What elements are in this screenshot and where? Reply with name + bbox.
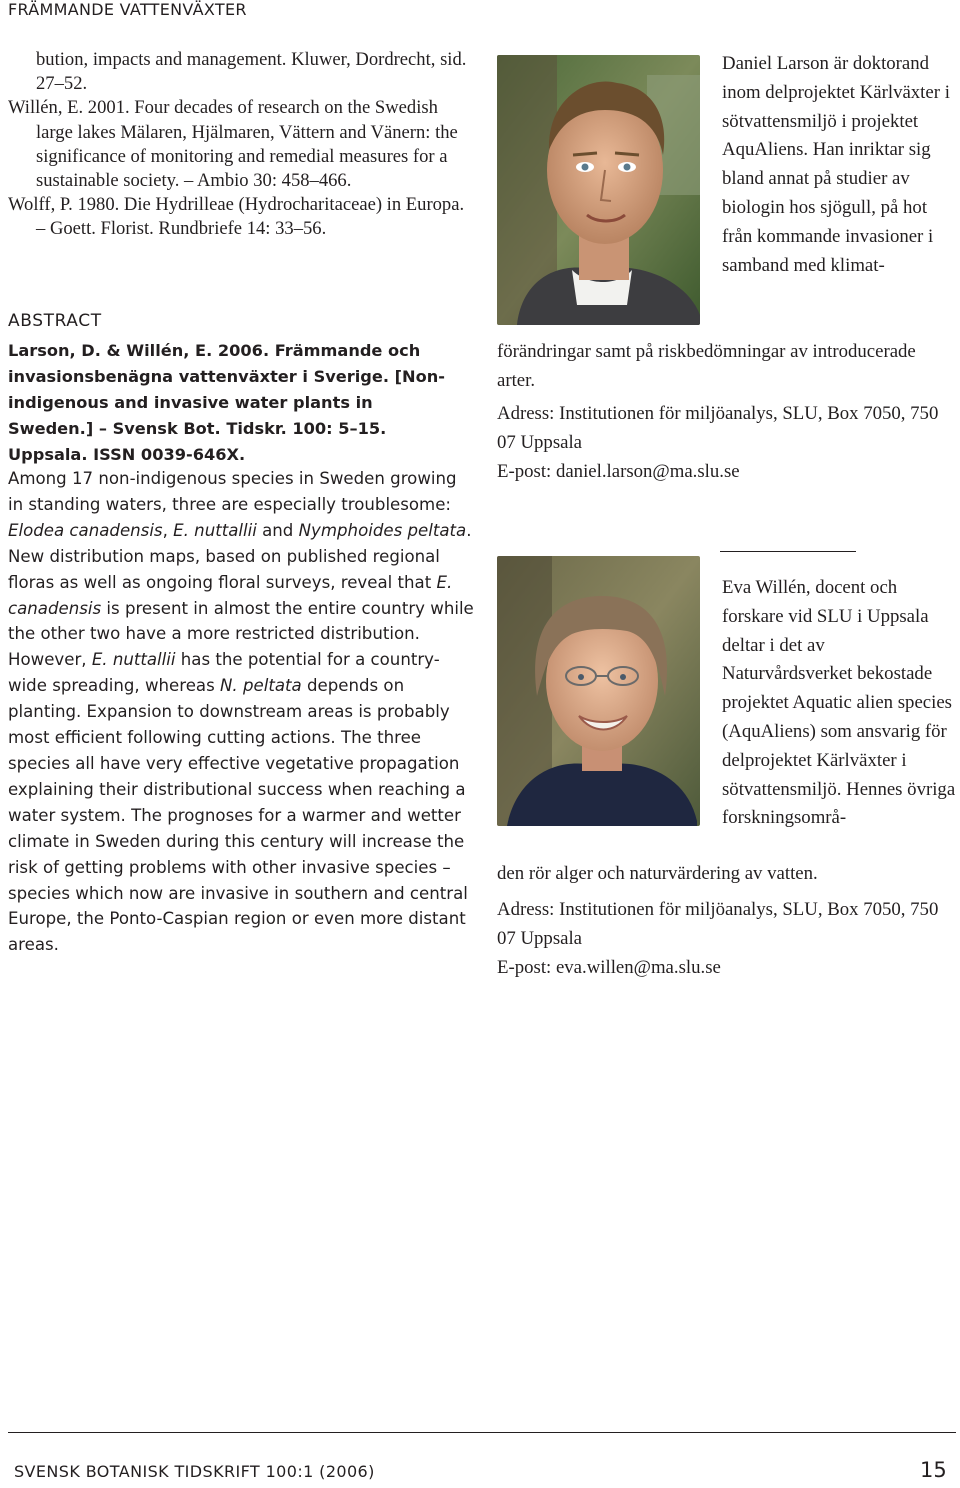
species-name: E. nuttallii xyxy=(173,520,257,540)
author-photo-eva-willen xyxy=(497,556,700,826)
reference-item: Willén, E. 2001. Four decades of research on the Swedish large lakes Mälaren, Hjälmaren, Vättern and Vänern: the significance of monitoring and remedial measures for a sustainable society. – Ambio 30: 458–466. xyxy=(8,97,458,192)
author-email: E-post: daniel.larson@ma.slu.se xyxy=(497,460,740,482)
journal-footer: SVENSK BOTANISK TIDSKRIFT 100:1 (2006) xyxy=(14,1462,375,1481)
separator-rule xyxy=(720,551,856,552)
abstract-heading: ABSTRACT xyxy=(8,311,102,331)
reference-item: bution, impacts and management. Kluwer, Dordrecht, sid. 27–52. xyxy=(36,49,467,95)
reference-list xyxy=(8,48,478,242)
species-name: N. peltata xyxy=(220,676,302,696)
author-address: Adress: Institutionen för miljöanalys, SLU, Box 7050, 750 07 Uppsala xyxy=(497,403,939,453)
author-bio-eva-willen: Eva Willén, docent och forskare vid SLU i Uppsala deltar i det av Naturvårdsverket bekostade projektet Aquatic alien species (AquAliens) som ansvarig för delprojektet Kärlväxter i sötvattensmiljö. Hennes övriga forskningsområ- xyxy=(722,577,956,829)
author-address: Adress: Institutionen för miljöanalys, SLU, Box 7050, 750 07 Uppsala xyxy=(497,899,939,949)
species-name: Elodea canadensis xyxy=(8,520,163,540)
author-email: E-post: eva.willen@ma.slu.se xyxy=(497,956,721,978)
species-name: Nymphoides peltata xyxy=(298,520,467,540)
author-photo-daniel-larson xyxy=(497,55,700,325)
species-name: E. canadensis xyxy=(8,572,453,618)
reference-item: Wolff, P. 1980. Die Hydrilleae (Hydrocharitaceae) in Europa. – Goett. Florist. Rundbriefe 14: 33–56. xyxy=(8,194,465,240)
abstract-citation: Larson, D. & Willén, E. 2006. Främmande och invasionsbenägna vattenväxter i Sverige. [Non-indigenous and invasive water plants in Sweden.] – Svensk Bot. Tidskr. 100: 5–15. Uppsala. ISSN 0039-646X. xyxy=(8,341,445,464)
author-bio-continued: den rör alger och naturvärdering av vatten. xyxy=(497,863,818,884)
page-number: 15 xyxy=(920,1458,947,1482)
abstract-text: Among 17 non-indigenous species in Sweden growing in standing waters, three are especially troublesome: Elodea canadensis, E. nuttallii and Nymphoides peltata. New distribution maps, based on published regional floras as well as ongoing floral surveys, reveal that E. canadensis is present in almost the entire country while the other two have a more restricted distribution. However, E. nuttallii has the potential for a country-wide spreading, whereas N. peltata depends on planting. Expansion to downstream areas is probably most efficient following cutting actions. The three species all have very effective vegetative propagation explaining their distributional success when reaching a water system. The prognoses for a warmer and wetter climate in Sweden during this century will increase the risk of getting problems with other invasive species – species which now are invasive in southern and central Europe, the Ponto-Caspian region or even more distant areas. xyxy=(8,469,474,955)
author-bio-daniel-larson: Daniel Larson är doktorand inom delprojektet Kärlväxter i sötvattensmiljö i projektet AquAliens. Han inriktar sig bland annat på studier av biologin hos sjögull, på hot från kommande invasioner i samband med klimat- xyxy=(722,53,950,276)
author-address-block xyxy=(497,400,957,486)
footer-rule xyxy=(8,1432,956,1433)
author-bio-continued: förändringar samt på riskbedömningar av introducerade arter. xyxy=(497,341,916,391)
author-address-block xyxy=(497,896,957,982)
species-name: E. nuttallii xyxy=(91,650,176,670)
running-header: FRÄMMANDE VATTENVÄXTER xyxy=(8,0,247,19)
